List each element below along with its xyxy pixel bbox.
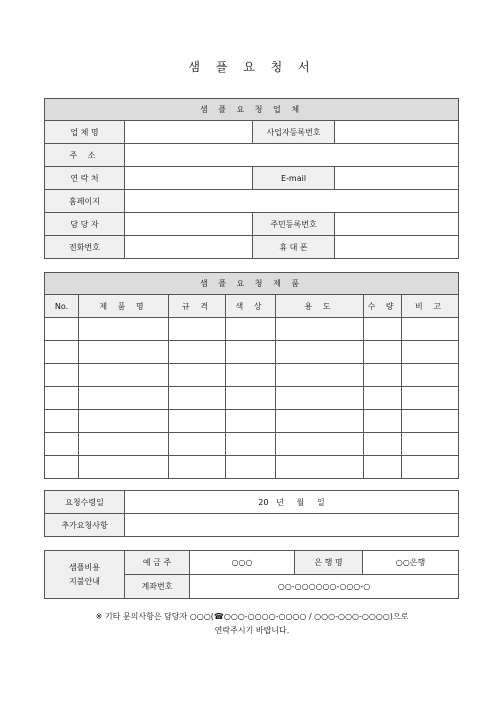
address-field[interactable] <box>125 144 459 167</box>
product-cell[interactable] <box>364 364 402 387</box>
product-cell[interactable] <box>45 341 79 364</box>
page-title: 샘 플 요 청 서 <box>188 60 316 74</box>
column-header: 규 격 <box>169 295 226 318</box>
product-cell[interactable] <box>45 318 79 341</box>
column-header: 색 상 <box>226 295 276 318</box>
product-cell[interactable] <box>79 364 169 387</box>
product-cell[interactable] <box>226 387 276 410</box>
table-row <box>45 433 459 456</box>
product-cell[interactable] <box>402 410 459 433</box>
product-cell[interactable] <box>169 387 226 410</box>
column-header: 수 량 <box>364 295 402 318</box>
account-value: ○○-○○○○○○-○○○-○ <box>190 575 459 599</box>
request-date-field[interactable]: 20 년 월 일 <box>125 491 459 514</box>
product-cell[interactable] <box>79 456 169 479</box>
table-row <box>45 410 459 433</box>
company-section-header: 샘 플 요 청 업 체 <box>45 99 459 121</box>
depositor-label: 예 금 주 <box>125 551 190 575</box>
product-cell[interactable] <box>364 456 402 479</box>
product-cell[interactable] <box>45 410 79 433</box>
product-cell[interactable] <box>226 318 276 341</box>
product-cell[interactable] <box>402 433 459 456</box>
product-table <box>44 272 459 479</box>
product-cell[interactable] <box>79 410 169 433</box>
product-cell[interactable] <box>226 456 276 479</box>
request-date-label: 요청수령일 <box>45 491 125 514</box>
column-header: No. <box>45 295 79 318</box>
product-cell[interactable] <box>79 318 169 341</box>
manager-field[interactable] <box>125 213 253 236</box>
product-cell[interactable] <box>276 364 364 387</box>
product-cell[interactable] <box>169 410 226 433</box>
product-cell[interactable] <box>226 433 276 456</box>
product-cell[interactable] <box>364 387 402 410</box>
account-label: 계좌번호 <box>125 575 190 599</box>
product-cell[interactable] <box>45 387 79 410</box>
product-cell[interactable] <box>402 341 459 364</box>
product-cell[interactable] <box>364 318 402 341</box>
homepage-field[interactable] <box>125 190 459 213</box>
mobile-label: 휴 대 폰 <box>253 236 335 259</box>
contact-field[interactable] <box>125 167 253 190</box>
product-cell[interactable] <box>364 341 402 364</box>
product-cell[interactable] <box>402 364 459 387</box>
payment-table <box>44 550 459 599</box>
homepage-label: 홈페이지 <box>45 190 125 213</box>
product-cell[interactable] <box>364 410 402 433</box>
product-cell[interactable] <box>226 410 276 433</box>
business-reg-label: 사업자등록번호 <box>253 121 335 144</box>
product-cell[interactable] <box>45 433 79 456</box>
depositor-value: ○○○ <box>190 551 295 575</box>
product-cell[interactable] <box>169 318 226 341</box>
bank-label: 은 행 명 <box>295 551 363 575</box>
product-cell[interactable] <box>45 456 79 479</box>
product-cell[interactable] <box>169 456 226 479</box>
product-cell[interactable] <box>169 341 226 364</box>
column-header: 제 품 명 <box>79 295 169 318</box>
product-cell[interactable] <box>79 387 169 410</box>
product-cell[interactable] <box>226 341 276 364</box>
product-cell[interactable] <box>276 456 364 479</box>
footer-note-line1: ※ 기타 문의사항은 담당자 ○○○(☎○○○-○○○○-○○○○ / ○○○-○○○-○○○○)으로 <box>95 612 409 621</box>
resident-reg-label: 주민등록번호 <box>253 213 335 236</box>
table-row <box>45 318 459 341</box>
product-cell[interactable] <box>276 433 364 456</box>
product-cell[interactable] <box>276 341 364 364</box>
company-info-table <box>44 98 459 259</box>
product-cell[interactable] <box>276 410 364 433</box>
company-name-label: 업 체 명 <box>45 121 125 144</box>
product-cell[interactable] <box>79 341 169 364</box>
product-cell[interactable] <box>276 387 364 410</box>
business-reg-field[interactable] <box>335 121 459 144</box>
resident-reg-field[interactable] <box>335 213 459 236</box>
payment-info-label: 샘플비용 지불안내 <box>45 551 125 599</box>
contact-label: 연 락 처 <box>45 167 125 190</box>
company-name-field[interactable] <box>125 121 253 144</box>
product-cell[interactable] <box>45 364 79 387</box>
phone-label: 전화번호 <box>45 236 125 259</box>
product-section-header: 샘 플 요 청 제 품 <box>45 273 459 295</box>
extra-request-label: 추가요청사항 <box>45 514 125 537</box>
table-row <box>45 364 459 387</box>
product-cell[interactable] <box>226 364 276 387</box>
mobile-field[interactable] <box>335 236 459 259</box>
manager-label: 담 당 자 <box>45 213 125 236</box>
email-field[interactable] <box>335 167 459 190</box>
footer-note-line2: 연락주시기 바랍니다. <box>214 626 290 635</box>
product-cell[interactable] <box>402 387 459 410</box>
bank-value: ○○은행 <box>363 551 459 575</box>
product-cell[interactable] <box>402 318 459 341</box>
table-row <box>45 387 459 410</box>
table-row <box>45 341 459 364</box>
phone-field[interactable] <box>125 236 253 259</box>
table-row <box>45 456 459 479</box>
product-cell[interactable] <box>364 433 402 456</box>
column-header: 용 도 <box>276 295 364 318</box>
product-cell[interactable] <box>79 433 169 456</box>
email-label: E-mail <box>253 167 335 190</box>
product-cell[interactable] <box>169 364 226 387</box>
product-cell[interactable] <box>402 456 459 479</box>
request-table <box>44 490 459 537</box>
column-header: 비 고 <box>402 295 459 318</box>
extra-request-field[interactable] <box>125 514 459 537</box>
address-label: 주 소 <box>45 144 125 167</box>
product-cell[interactable] <box>169 433 226 456</box>
product-cell[interactable] <box>276 318 364 341</box>
